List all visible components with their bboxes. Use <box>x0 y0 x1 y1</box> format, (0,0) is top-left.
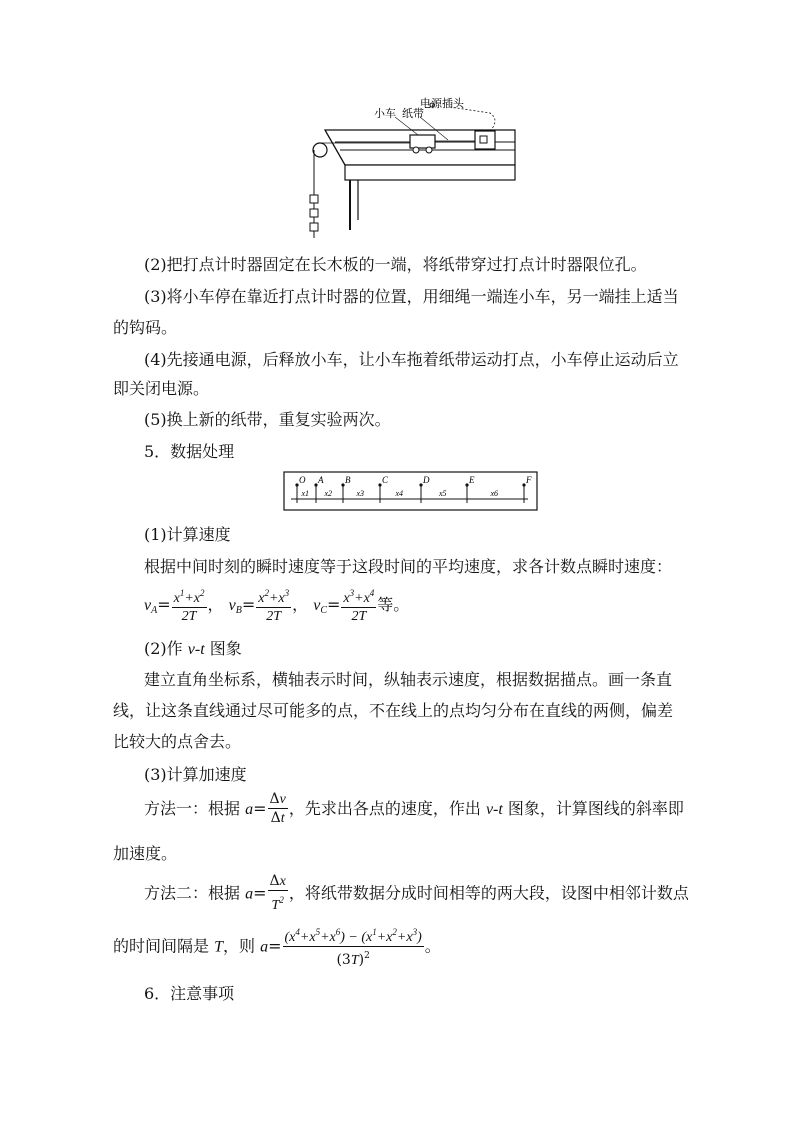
tape-segment-label: x4 <box>395 489 404 498</box>
acceleration-heading: (3)计算加速度 <box>144 765 247 784</box>
tape-point-label: C <box>382 475 389 485</box>
tape-segment-label: x1 <box>301 489 310 498</box>
tape-diagram <box>283 471 538 511</box>
section-6-heading: 6．注意事项 <box>144 984 235 1003</box>
method-one: 方法一：根据 a= $\frac{\Delta v}{\Delta t}$ ，先求出各点的速度，作出 v-t 图象，计算图线的斜率即 <box>144 791 684 826</box>
tape-segment-label: x5 <box>439 489 447 498</box>
tape-point-label: F <box>526 475 532 485</box>
tape-point-label: E <box>469 475 475 485</box>
apparatus-figure <box>300 95 525 245</box>
step-4-line1: (4)先接通电源，后释放小车，让小车拖着纸带运动打点，小车停止运动后立 <box>144 350 679 369</box>
label-cart: 小车 <box>374 107 396 120</box>
vt-line1: 建立直角坐标系，横轴表示时间，纵轴表示速度，根据数据描点。画一条直 <box>144 670 673 689</box>
vt-heading: (2)作 v-t 图象 <box>144 639 242 658</box>
step-5: (5)换上新的纸带，重复实验两次。 <box>144 410 391 429</box>
calc-velocity-heading: (1)计算速度 <box>144 525 231 544</box>
tape-point-label: D <box>423 475 430 485</box>
label-plug: 电源插头 <box>420 97 464 110</box>
method-two: 方法二：根据 a= $\frac{\Delta x}{T^2}$ ，将纸带数据分成时间相等的两大段，设图中相邻计数点 <box>144 873 689 913</box>
step-2: (2)把打点计时器固定在长木板的一端，将纸带穿过打点计时器限位孔。 <box>144 255 647 274</box>
label-tape: 纸带 <box>402 107 424 120</box>
tape-segment-label: x3 <box>356 489 365 498</box>
velocity-formulas: $v_A=$ $\frac{x^1+x^2}{2T}$ ， $v_B=$ $\frac{x^2+x^3}{2T}$ ， $v_C=$ $\frac{x^3+x^4}{2T}$ 等。 <box>144 585 409 626</box>
tape-point-label: B <box>345 475 351 485</box>
vt-line2: 线，让这条直线通过尽可能多的点，不在线上的点均匀分布在直线的两侧，偏差 <box>113 701 674 720</box>
tape-segment-label: x6 <box>490 489 499 498</box>
method-two-line2: 的时间间隔是 T，则 a= $\frac{(x^4+x^5+x^6) - (x^1+x^2+x^3)}{(3T)^2}$ 。 <box>113 924 441 970</box>
tape-point-label: A <box>318 475 324 485</box>
vt-line3: 比较大的点舍去。 <box>113 732 242 751</box>
calc-velocity-desc: 根据中间时刻的瞬时速度等于这段时间的平均速度，求各计数点瞬时速度： <box>144 557 673 576</box>
method-one-line2: 加速度。 <box>113 844 178 863</box>
tape-point-label: O <box>299 475 306 485</box>
tape-segment-label: x2 <box>324 489 333 498</box>
section-5-heading: 5．数据处理 <box>144 442 235 461</box>
step-4-line2: 即关闭电源。 <box>113 379 210 398</box>
step-3-line2: 的钩码。 <box>113 318 178 337</box>
step-3-line1: (3)将小车停在靠近打点计时器的位置，用细绳一端连小车，另一端挂上适当 <box>144 287 679 306</box>
